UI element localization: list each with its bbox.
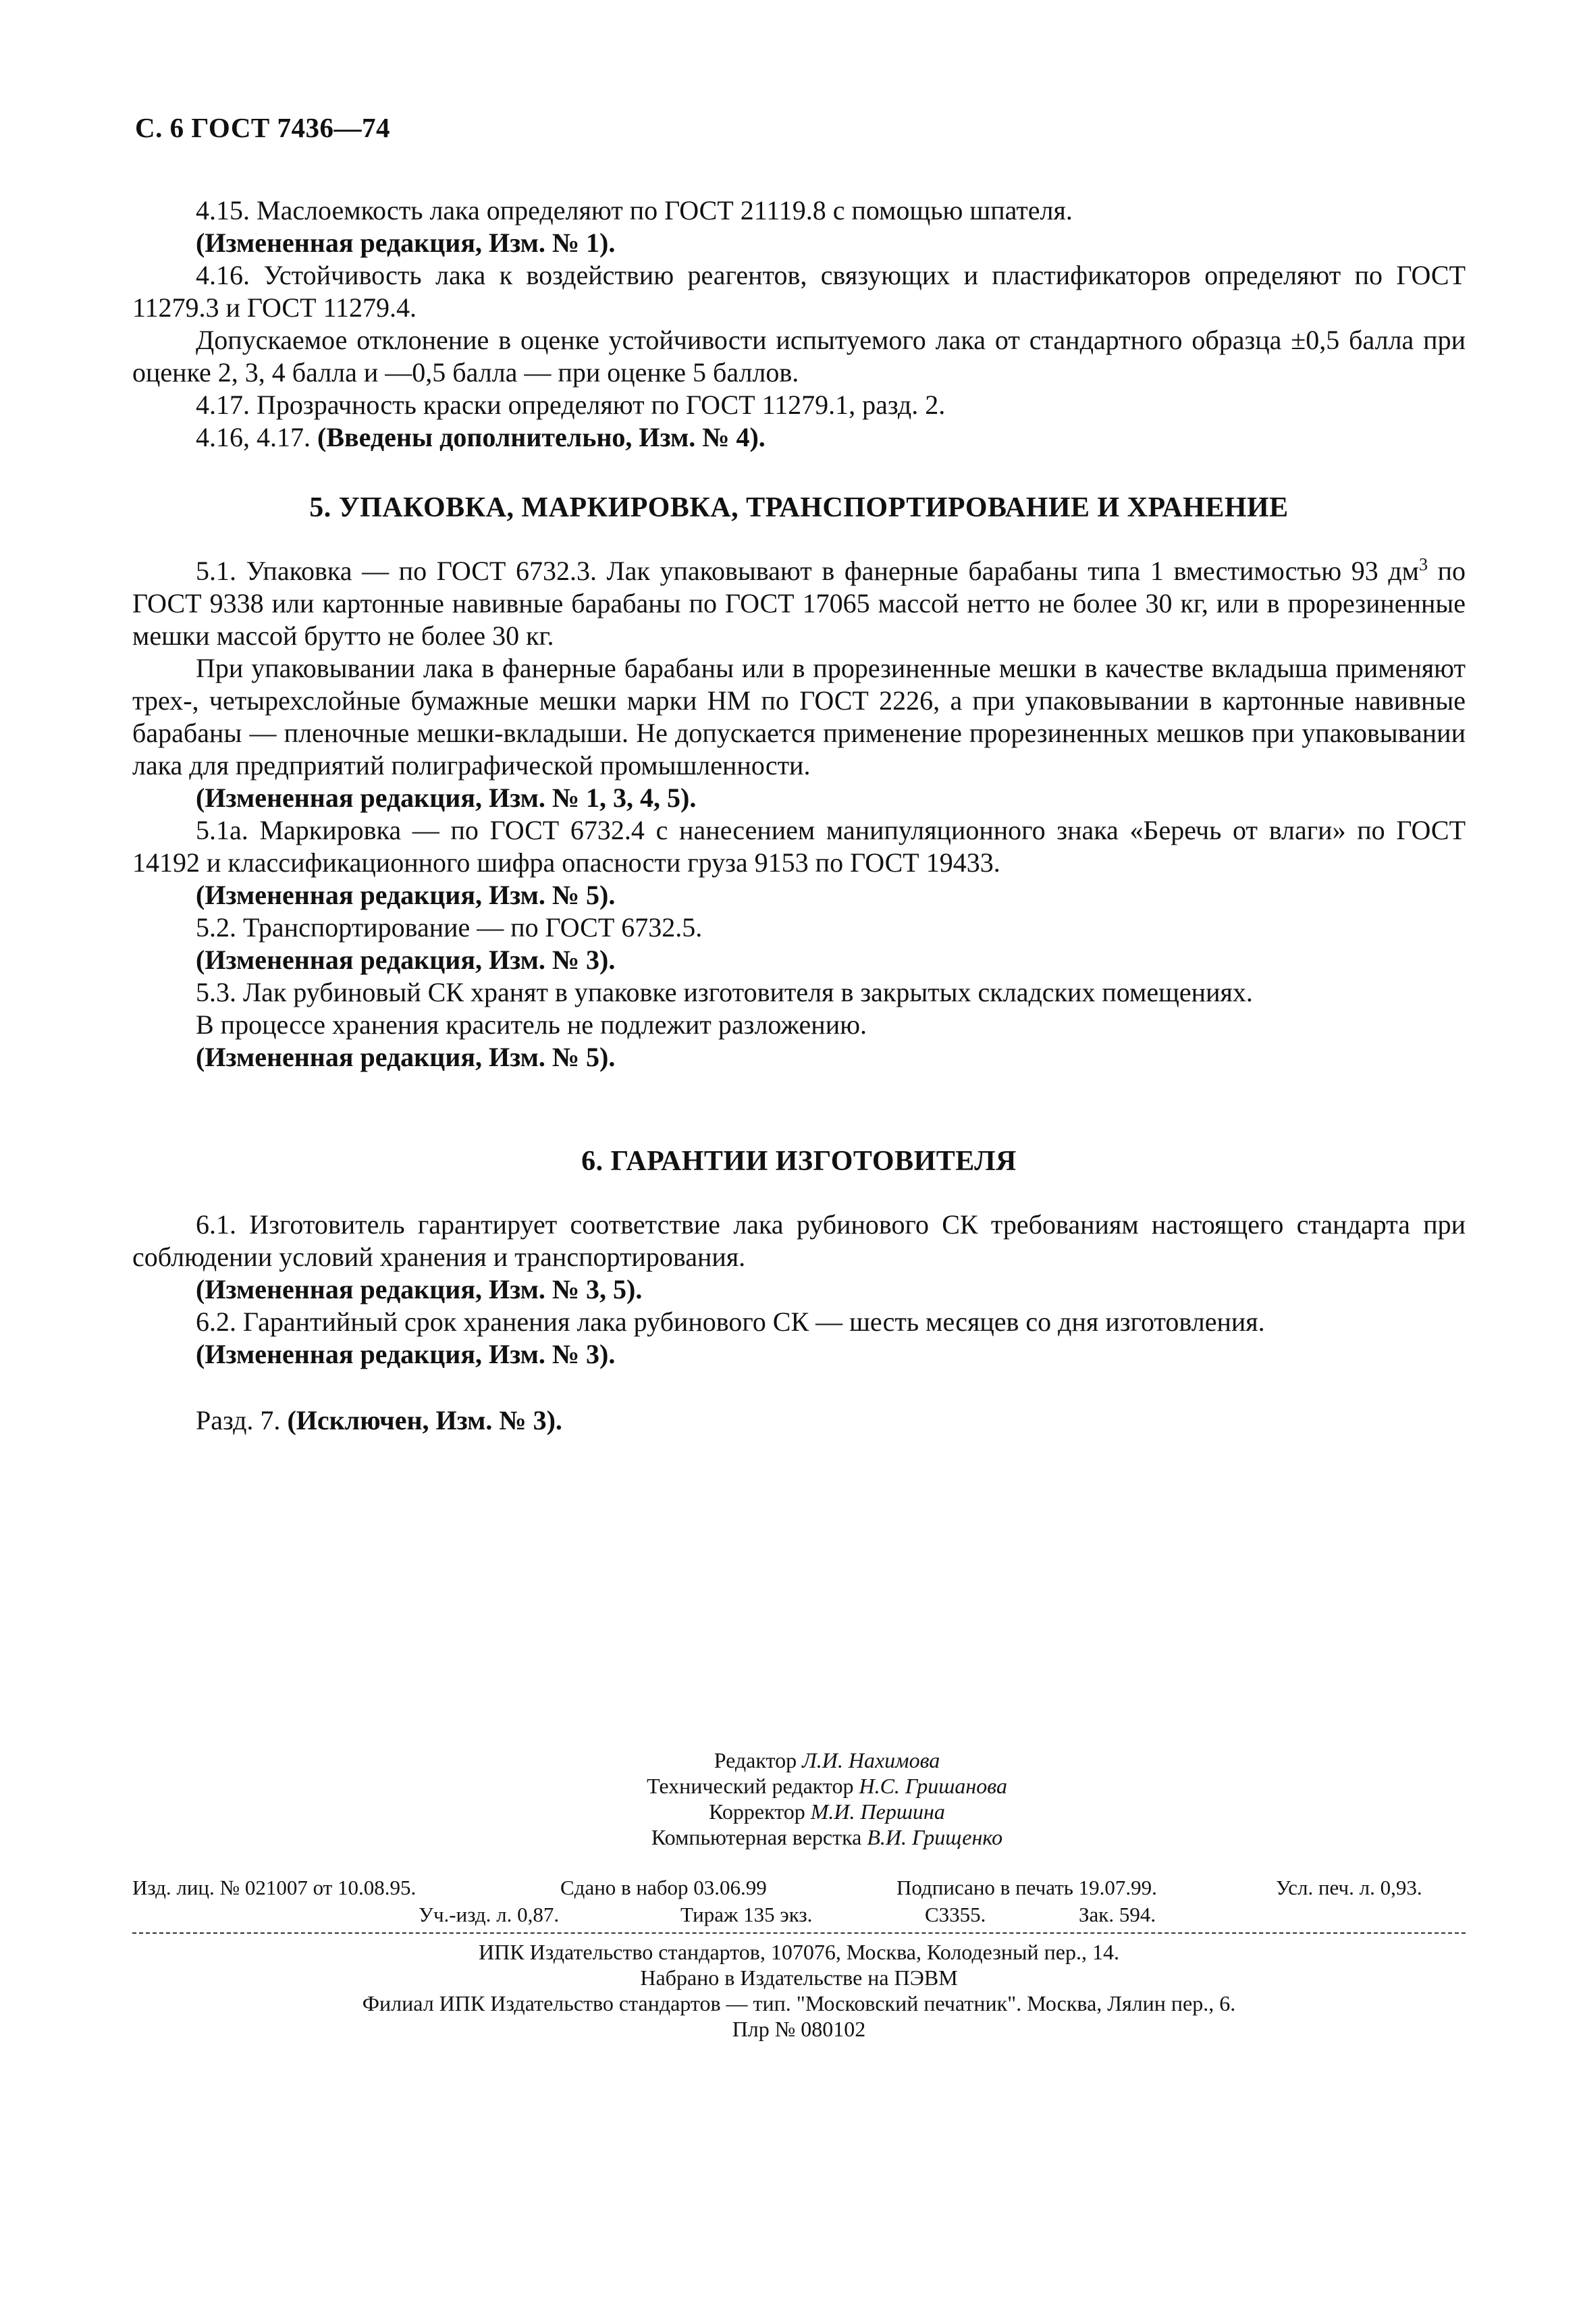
change-note-prefix: 4.16, 4.17.	[196, 422, 311, 452]
paragraph-5-3: 5.3. Лак рубиновый СК хранят в упаковке изготовителя в закрытых складских помещениях.	[196, 977, 1253, 1007]
section-4-continuation	[132, 194, 1466, 454]
credit-name: Л.И. Нахимова	[802, 1748, 940, 1772]
imprint-order: Зак. 594.	[1079, 1903, 1156, 1926]
change-note-6-2: (Измененная редакция, Изм. № 3).	[196, 1339, 616, 1369]
section-7-line	[132, 1404, 1466, 1437]
credit-name: Н.С. Гришанова	[859, 1774, 1007, 1798]
section-5-body	[132, 555, 1466, 1074]
paragraph-5-2: 5.2. Транспортирование — по ГОСТ 6732.5.	[196, 912, 703, 943]
change-note-4-15: (Измененная редакция, Изм. № 1).	[196, 228, 616, 258]
paragraph-5-1-part2: по ГОСТ 9338 или картонные навивные барабаны по ГОСТ 17065 массой нетто не более 30 кг, или в прорезиненные мешки массой брутто не более 30 кг.	[132, 556, 1466, 651]
paragraph-5-1-liner: При упаковывании лака в фанерные барабаны или в прорезиненные мешки в качестве вкладыша применяют трех-, четырехслойные бумажные мешки марки НМ по ГОСТ 2226, а при упаковывании в картонные навивные барабаны — пленочные мешки-вкладыши. Не допускается применение прорезиненных мешков при упаковывании лака для предприятий полиграфической промышленности.	[132, 653, 1466, 781]
section-7-prefix: Разд. 7.	[196, 1405, 281, 1435]
change-note-5-1: (Измененная редакция, Изм. № 1, 3, 4, 5).	[196, 783, 697, 813]
credit-role: Корректор	[709, 1799, 805, 1824]
imprint-print-sheets: Усл. печ. л. 0,93.	[1276, 1876, 1422, 1899]
imprint-edit-sheets: Уч.-изд. л. 0,87.	[419, 1903, 560, 1926]
credits-block	[473, 1747, 1181, 1850]
section-6-title: 6. ГАРАНТИИ ИЗГОТОВИТЕЛЯ	[581, 1146, 1017, 1177]
imprint-typeset: Сдано в набор 03.06.99	[560, 1876, 767, 1899]
paragraph-5-1a: 5.1а. Маркировка — по ГОСТ 6732.4 с нанесением манипуляционного знака «Беречь от влаги» по ГОСТ 14192 и классификационного шифра опасности груза 9153 по ГОСТ 19433.	[132, 815, 1466, 878]
section-7-note	[132, 1404, 1466, 1437]
publisher-line-2: Набрано в Издательстве на ПЭВМ	[640, 1965, 958, 1990]
change-note-5-3: (Измененная редакция, Изм. № 5).	[196, 1042, 616, 1072]
paragraph-5-1	[132, 555, 1466, 652]
imprint-code: С3355.	[925, 1903, 986, 1926]
section-5-title: 5. УПАКОВКА, МАРКИРОВКА, ТРАНСПОРТИРОВАНИЕ И ХРАНЕНИЕ	[309, 492, 1289, 523]
paragraph-4-17: 4.17. Прозрачность краски определяют по ГОСТ 11279.1, разд. 2.	[196, 390, 946, 420]
section-7-excluded: (Исключен, Изм. № 3).	[287, 1405, 562, 1435]
change-note-5-2: (Измененная редакция, Изм. № 3).	[196, 945, 616, 975]
paragraph-4-16: 4.16. Устойчивость лака к воздействию реагентов, связующих и пластификаторов определяют по ГОСТ 11279.3 и ГОСТ 11279.4.	[132, 260, 1466, 323]
change-note-5-1a: (Измененная редакция, Изм. № 5).	[196, 880, 616, 910]
credit-tech-editor	[473, 1773, 1181, 1799]
paragraph-6-2: 6.2. Гарантийный срок хранения лака рубинового СК — шесть месяцев со дня изготовления.	[196, 1306, 1265, 1337]
credit-role: Технический редактор	[647, 1774, 854, 1798]
publisher-line-4: Плр № 080102	[732, 2017, 866, 2041]
imprint-signed: Подписано в печать 19.07.99.	[896, 1876, 1157, 1899]
paragraph-5-1-part1: 5.1. Упаковка — по ГОСТ 6732.3. Лак упаковывают в фанерные барабаны типа 1 вместимостью 93 дм	[196, 556, 1419, 586]
credit-name: М.И. Першина	[810, 1799, 945, 1824]
credit-editor	[473, 1747, 1181, 1773]
credit-role: Редактор	[714, 1748, 797, 1772]
credit-name: В.И. Грищенко	[867, 1825, 1003, 1849]
change-note-6-1: (Измененная редакция, Изм. № 3, 5).	[196, 1274, 643, 1304]
paragraph-6-1: 6.1. Изготовитель гарантирует соответствие лака рубинового СК требованиям настоящего стандарта при соблюдении условий хранения и транспортирования.	[132, 1209, 1466, 1272]
credit-layout	[473, 1824, 1181, 1850]
section-6-body	[132, 1209, 1466, 1371]
imprint-divider	[132, 1932, 1466, 1934]
page-header: С. 6 ГОСТ 7436—74	[135, 112, 391, 143]
paragraph-4-15: 4.15. Маслоемкость лака определяют по ГОСТ 21119.8 с помощью шпателя.	[196, 195, 1073, 226]
paragraph-4-16-tolerance: Допускаемое отклонение в оценке устойчивости испытуемого лака от стандартного образца ±0,5 балла при оценке 2, 3, 4 балла и —0,5 балла — при оценке 5 баллов.	[132, 325, 1466, 388]
change-note-text: (Введены дополнительно, Изм. № 4).	[317, 422, 766, 452]
publisher-block	[132, 1939, 1466, 2042]
credit-role: Компьютерная верстка	[651, 1825, 862, 1849]
imprint-license: Изд. лиц. № 021007 от 10.08.95.	[132, 1876, 417, 1899]
publisher-line-1: ИПК Издательство стандартов, 107076, Москва, Колодезный пер., 14.	[479, 1940, 1119, 1964]
superscript-3: 3	[1418, 554, 1428, 575]
publisher-line-3: Филиал ИПК Издательство стандартов — тип. "Московский печатник". Москва, Лялин пер., 6.	[362, 1991, 1236, 2015]
credit-proofreader	[473, 1799, 1181, 1824]
paragraph-5-3-cont: В процессе хранения краситель не подлежит разложению.	[196, 1009, 867, 1040]
imprint-circulation: Тираж 135 экз.	[680, 1903, 813, 1926]
change-note-4-16-4-17	[132, 421, 1466, 454]
